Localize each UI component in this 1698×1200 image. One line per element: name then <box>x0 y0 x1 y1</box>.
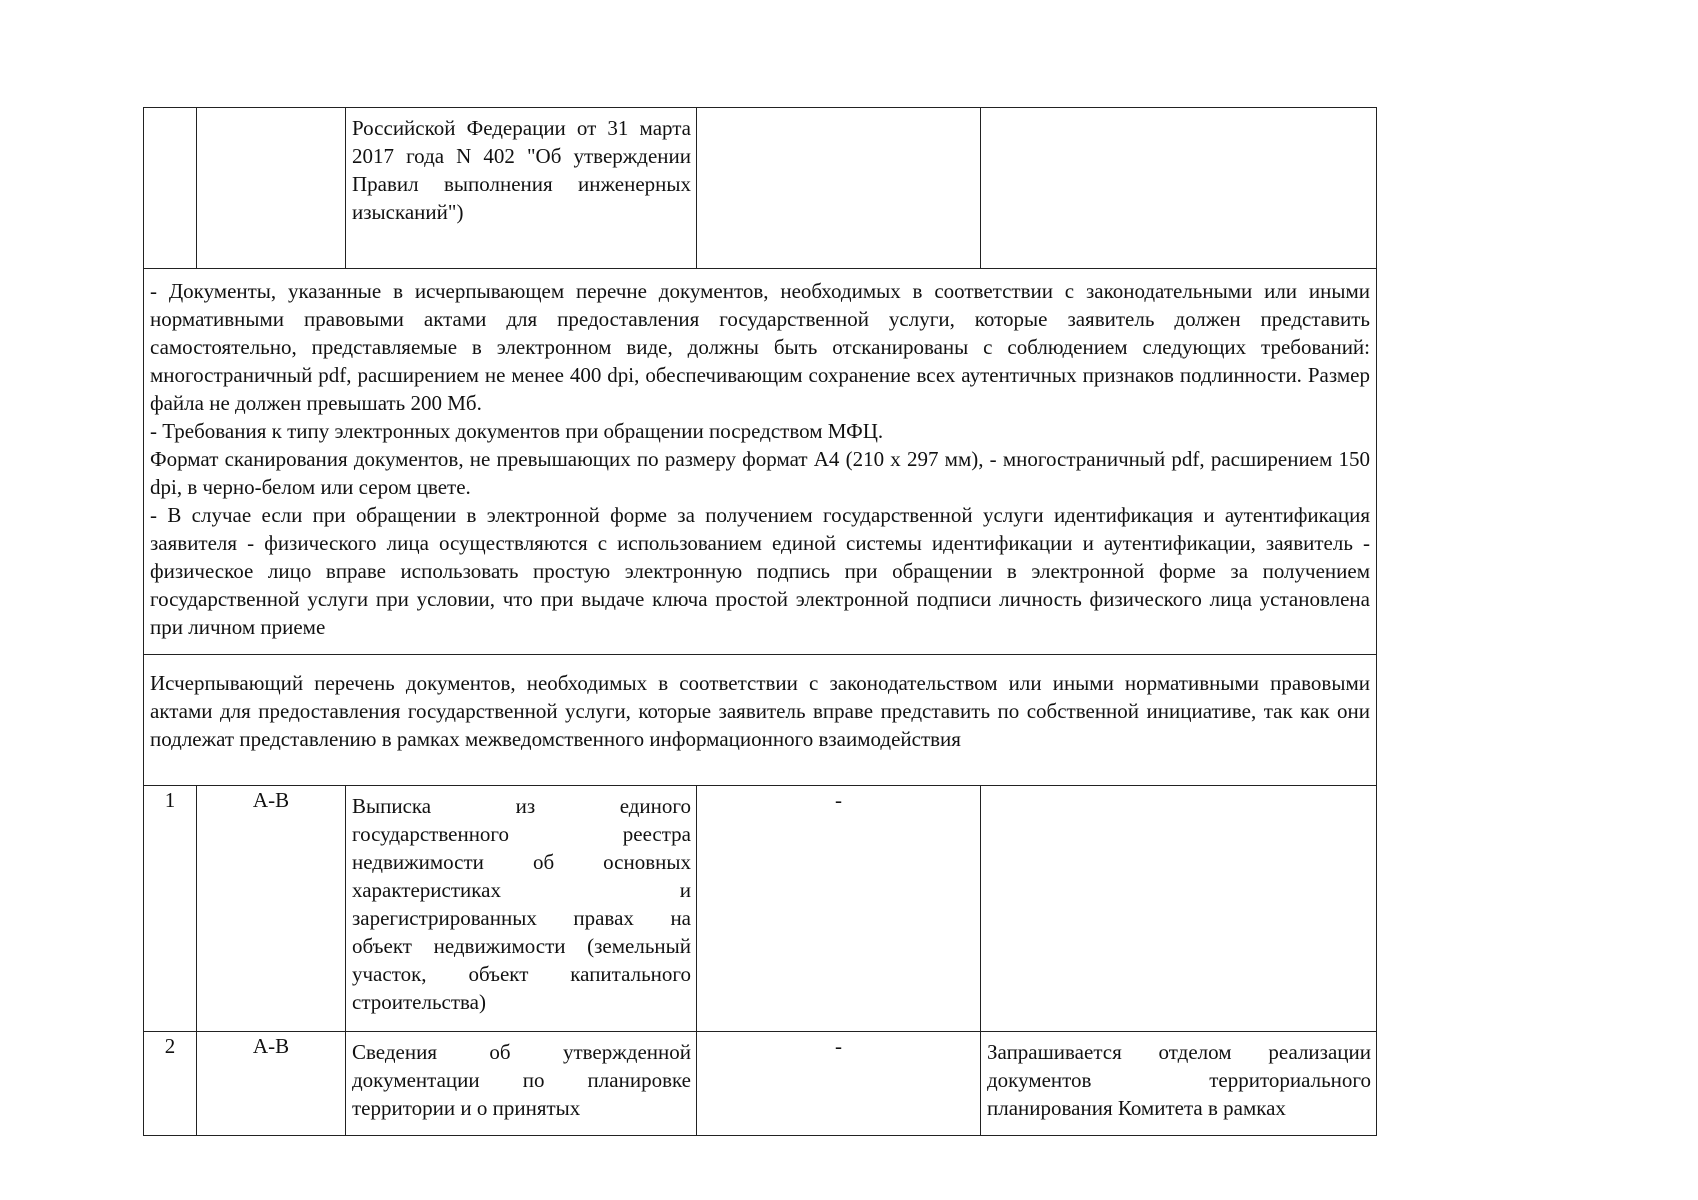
row-requirements: - <box>697 1032 981 1136</box>
row-requirements: - <box>697 786 981 1032</box>
table-cell-notes <box>981 108 1377 269</box>
document-name: Сведения об утвержденной документации по планировке территории и о принятых <box>352 1040 691 1120</box>
table-cell-document <box>346 108 697 269</box>
section-heading-row <box>144 655 1377 786</box>
document-text: Российской Федерации от 31 марта 2017 года N 402 "Об утверждении Правил выполнения инженерных изысканий") <box>352 116 691 224</box>
table-cell-notes <box>981 1032 1377 1136</box>
table-cell-notes <box>981 786 1377 1032</box>
row-category: А-В <box>197 786 346 1032</box>
document-name: Выписка из единого государственного реестра недвижимости об основных характеристиках и зарегистрированных правах на объект недвижимости (земельный участок, объект капитального строительства) <box>352 794 691 1014</box>
section-heading: Исчерпывающий перечень документов, необходимых в соответствии с законодательством или иными нормативными правовыми актами для предоставления государственной услуги, которые заявитель вправе представить по собственной инициативе, так как они подлежат представлению в рамках межведомственного информационного взаимодействия <box>150 671 1370 751</box>
note-paragraph: - В случае если при обращении в электронной форме за получением государственной услуги идентификация и аутентификация заявителя - физического лица осуществляются с использованием единой системы идентификации и аутентификации, заявитель - физическое лицо вправе использовать простую электронную подпись при обращении в электронной форме за получением государственной услуги при условии, что при выдаче ключа простой электронной подписи личность физического лица установлена при личном приеме <box>150 503 1370 639</box>
row-notes <box>981 786 1376 792</box>
requirements-note-cell <box>144 269 1377 655</box>
table-row <box>144 108 1377 269</box>
requirements-note <box>144 269 1376 647</box>
table-row <box>144 786 1377 1032</box>
note-paragraph: - Документы, указанные в исчерпывающем перечне документов, необходимых в соответствии с законодательными или иными нормативными правовыми актами для предоставления государственной услуги, которые заявитель должен представить самостоятельно, представляемые в электронном виде, должны быть отсканированы с соблюдением следующих требований: многостраничный pdf, расширением не менее 400 dpi, обеспечивающим сохранение всех аутентичных признаков подлинности. Размер файла не должен превышать 200 Мб. <box>150 279 1370 415</box>
requirements-note-row <box>144 269 1377 655</box>
table-cell-category <box>197 108 346 269</box>
row-notes: Запрашивается отделом реализации документов территориального планирования Комитета в рамках <box>987 1040 1371 1120</box>
section-heading-cell <box>144 655 1377 786</box>
note-paragraph: Формат сканирования документов, не превышающих по размеру формат А4 (210 х 297 мм), - многостраничный pdf, расширением 150 dpi, в черно-белом или сером цвете. <box>150 447 1370 499</box>
table-cell-num <box>144 108 197 269</box>
table-row <box>144 1032 1377 1136</box>
row-number: 1 <box>144 786 197 1032</box>
table-cell-document <box>346 1032 697 1136</box>
row-number: 2 <box>144 1032 197 1136</box>
table-cell-requirements <box>697 108 981 269</box>
documents-table <box>143 107 1377 1136</box>
row-category: А-В <box>197 1032 346 1136</box>
table-cell-document <box>346 786 697 1032</box>
note-paragraph: - Требования к типу электронных документов при обращении посредством МФЦ. <box>150 419 884 443</box>
